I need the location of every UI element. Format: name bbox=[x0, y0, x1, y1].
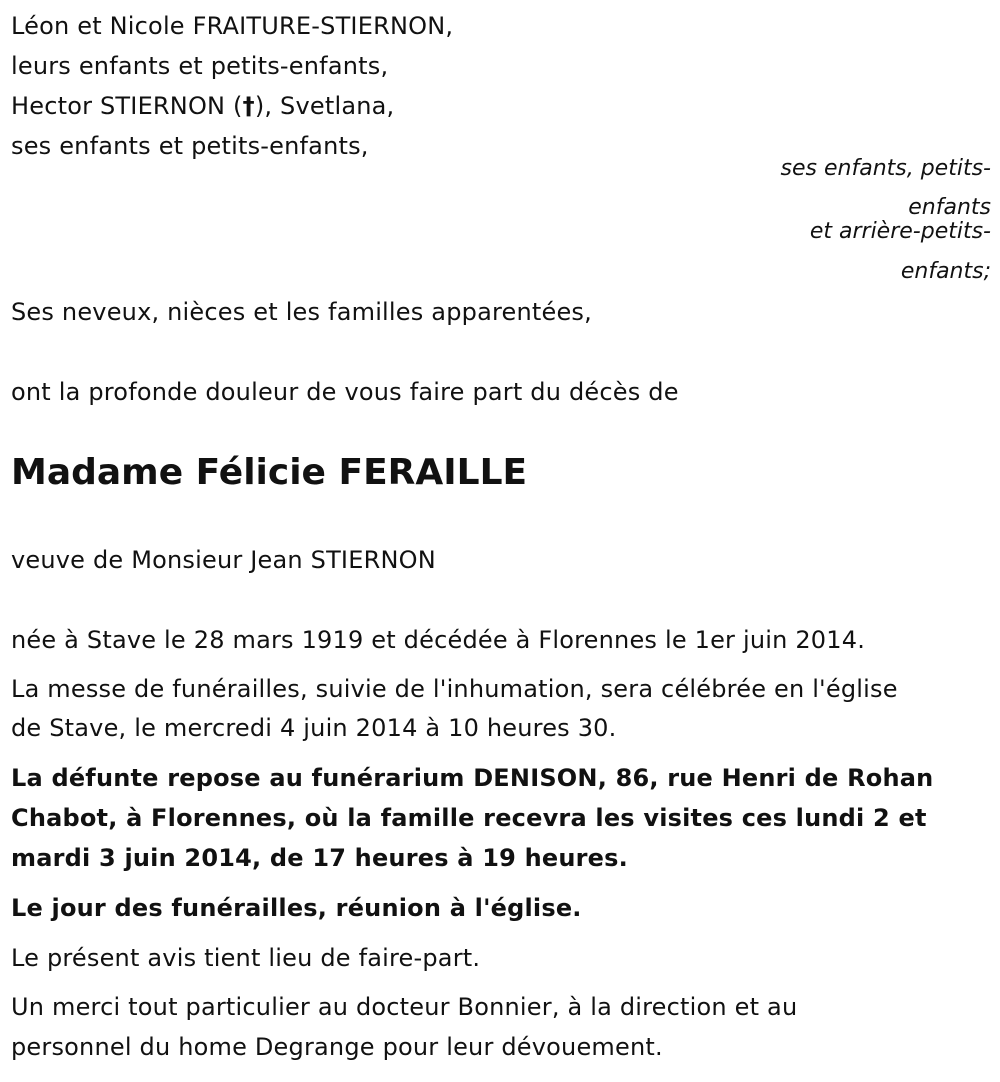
family-line-4: ses enfants et petits-enfants, bbox=[11, 132, 369, 160]
family-line-2: leurs enfants et petits-enfants, bbox=[11, 52, 389, 80]
family-line-3 bbox=[11, 86, 394, 126]
meeting-line: Le jour des funérailles, réunion à l'église. bbox=[11, 894, 582, 922]
family-line-3-text: Hector STIERNON ( bbox=[11, 92, 243, 120]
announcement: ont la profonde douleur de vous faire part du décès de bbox=[11, 378, 679, 406]
family-line-5: Ses neveux, nièces et les familles apparentées, bbox=[11, 298, 592, 326]
funerarium-line-3: mardi 3 juin 2014, de 17 heures à 19 heures. bbox=[11, 844, 628, 872]
mass-line-1: La messe de funérailles, suivie de l'inhumation, sera célébrée en l'église bbox=[11, 675, 898, 703]
right-line-3: et arrière-petits- bbox=[809, 219, 991, 244]
right-line-1: ses enfants, petits- bbox=[780, 156, 991, 181]
widow-of: veuve de Monsieur Jean STIERNON bbox=[11, 546, 436, 574]
funerarium-line-1: La défunte repose au funérarium DENISON, 86, rue Henri de Rohan bbox=[11, 764, 934, 792]
thanks-line-2: personnel du home Degrange pour leur dévouement. bbox=[11, 1033, 663, 1061]
birth-death: née à Stave le 28 mars 1919 et décédée à Florennes le 1er juin 2014. bbox=[11, 626, 866, 654]
family-line-1: Léon et Nicole FRAITURE-STIERNON, bbox=[11, 12, 454, 40]
mass-line-2: de Stave, le mercredi 4 juin 2014 à 10 heures 30. bbox=[11, 714, 617, 742]
right-line-2: enfants bbox=[908, 195, 991, 220]
thanks-line-1: Un merci tout particulier au docteur Bonnier, à la direction et au bbox=[11, 993, 798, 1021]
right-line-4: enfants; bbox=[900, 259, 991, 284]
funerarium-line-2: Chabot, à Florennes, où la famille recevra les visites ces lundi 2 et bbox=[11, 804, 927, 832]
deceased-name: Madame Félicie FERAILLE bbox=[11, 452, 528, 493]
cross-icon: † bbox=[242, 92, 255, 120]
notice-line: Le présent avis tient lieu de faire-part. bbox=[11, 944, 481, 972]
family-line-3-rest: ), Svetlana, bbox=[254, 92, 395, 120]
